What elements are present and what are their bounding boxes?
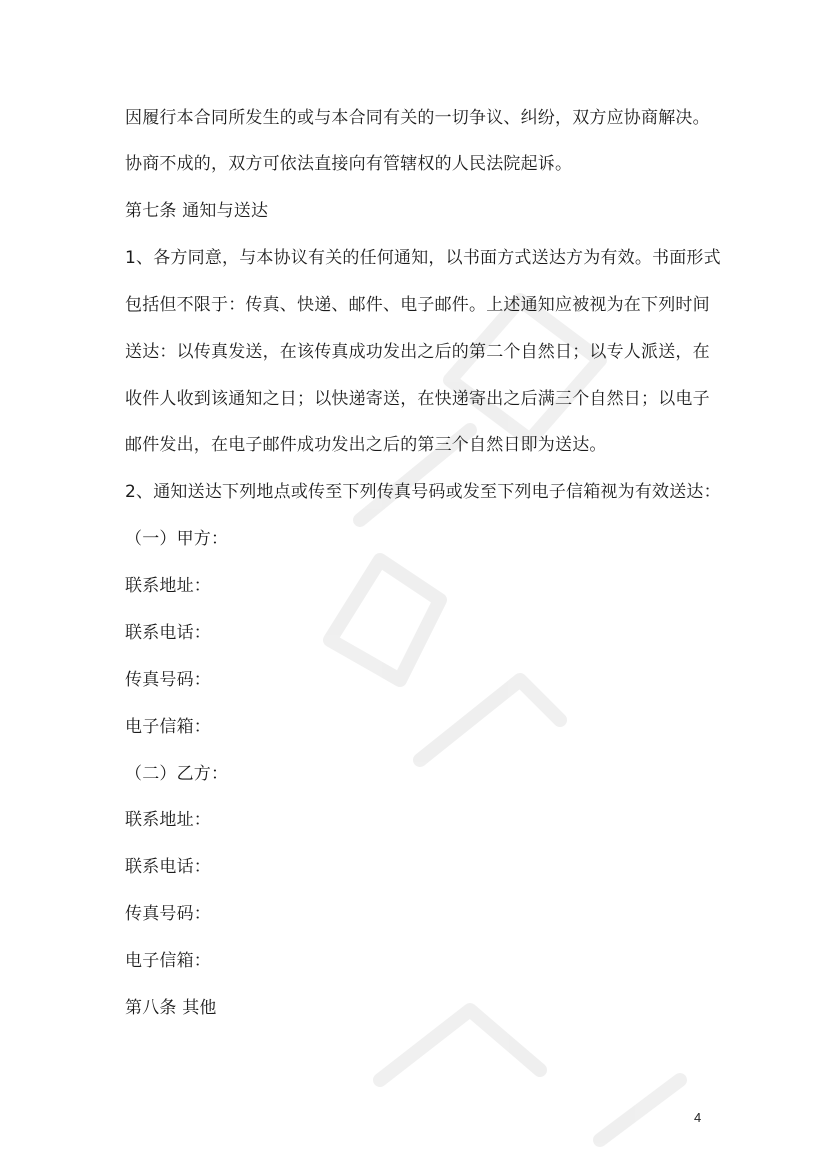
party-a-address-label: 联系地址： [125, 576, 211, 596]
text-line-9: 2、通知送达下列地点或传至下列传真号码或发至下列电子信箱视为有效送达： [125, 482, 721, 502]
text-line-6: 送达：以传真发送，在该传真成功发出之后的第二个自然日；以专人派送，在 [125, 342, 710, 362]
party-a-fax-label: 传真号码： [125, 670, 211, 690]
text-line-2: 协商不成的，双方可依法直接向有管辖权的人民法院起诉。 [125, 154, 573, 174]
party-a-heading: （一）甲方： [125, 529, 229, 549]
text-line-5: 包括但不限于：传真、快递、邮件、电子邮件。上述通知应被视为在下列时间 [125, 295, 710, 315]
text-line-7: 收件人收到该通知之日；以快递寄送，在快递寄出之后满三个自然日；以电子 [125, 389, 710, 409]
text-line-1: 因履行本合同所发生的或与本合同有关的一切争议、纠纷，双方应协商解决。 [125, 108, 710, 128]
party-b-address-label: 联系地址： [125, 810, 211, 830]
party-b-email-label: 电子信箱： [125, 951, 211, 971]
party-b-phone-label: 联系电话： [125, 857, 211, 877]
party-a-phone-label: 联系电话： [125, 623, 211, 643]
party-a-email-label: 电子信箱： [125, 717, 211, 737]
page-number: 4 [694, 1110, 702, 1125]
party-b-heading: （二）乙方： [125, 764, 229, 784]
party-b-fax-label: 传真号码： [125, 904, 211, 924]
text-line-4: 1、各方同意，与本协议有关的任何通知，以书面方式送达方为有效。书面形式 [125, 248, 721, 268]
text-line-8: 邮件发出，在电子邮件成功发出之后的第三个自然日即为送达。 [125, 435, 607, 455]
section-heading-8: 第八条 其他 [125, 998, 217, 1018]
section-heading-7: 第七条 通知与送达 [125, 201, 269, 221]
